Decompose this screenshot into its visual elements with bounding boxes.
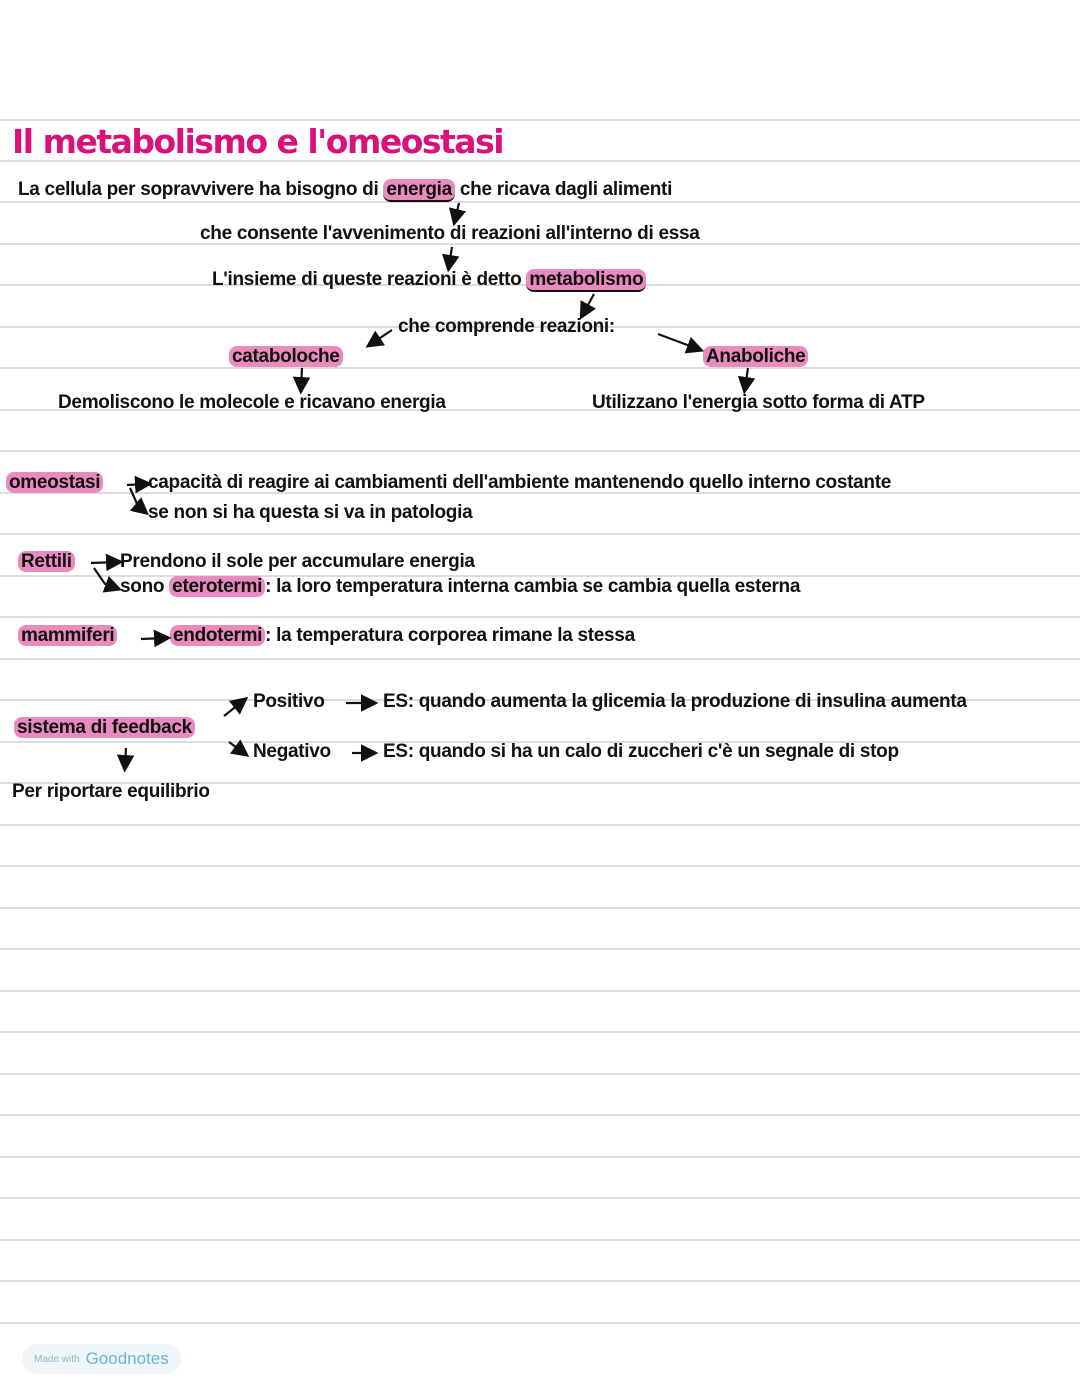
metabolism-line-4: che comprende reazioni: <box>398 316 615 337</box>
arrow-icon <box>658 334 698 349</box>
watermark-small-text: Made with <box>34 1353 80 1365</box>
arrow-icon <box>141 638 165 639</box>
highlight-eterotermi: eterotermi <box>169 576 265 597</box>
rettili-term: Rettili <box>18 550 75 574</box>
arrow-icon <box>127 484 146 485</box>
arrow-icon <box>301 368 302 388</box>
feedback-positive-example: ES: quando aumenta la glicemia la produzione di insulina aumenta <box>383 691 967 712</box>
mammiferi-line: endotermi : la temperatura corporea rimane la stessa <box>170 624 635 648</box>
arrow-icon <box>229 742 244 753</box>
arrow-icon <box>371 330 392 344</box>
rettili-line-2: sono eterotermi : la loro temperatura interna cambia se cambia quella esterna <box>120 576 801 597</box>
mammiferi-term: mammiferi <box>18 624 117 648</box>
metabolism-line-1: La cellula per sopravvivere ha bisogno di energia che ricava dagli alimenti <box>18 179 673 200</box>
feedback-negative: Negativo <box>253 741 331 762</box>
highlight-endotermi: endotermi <box>170 625 265 646</box>
omeostasi-note: se non si ha questa si va in patologia <box>148 502 473 523</box>
arrow-icon <box>449 247 452 266</box>
arrow-icon <box>583 294 594 314</box>
feedback-negative-example: ES: quando si ha un calo di zuccheri c'è un segnale di stop <box>383 741 899 762</box>
catabolic-label: cataboloche <box>229 345 343 369</box>
page-title: Il metabolismo e l'omeostasi <box>12 122 504 161</box>
feedback-positive: Positivo <box>253 691 325 712</box>
anabolic-description: Utilizzano l'energia sotto forma di ATP <box>592 392 925 413</box>
highlight-energia: energia <box>383 179 455 202</box>
catabolic-description: Demoliscono le molecole e ricavano energia <box>58 392 446 413</box>
arrow-icon <box>94 568 116 588</box>
metabolism-line-2: che consente l'avvenimento di reazioni all'interno di essa <box>200 223 700 244</box>
highlight-metabolismo: metabolismo <box>526 269 646 292</box>
rettili-line-1: Prendono il sole per accumulare energia <box>120 551 475 572</box>
feedback-purpose: Per riportare equilibrio <box>12 781 210 802</box>
arrow-icon <box>125 748 126 766</box>
omeostasi-definition: capacità di reagire ai cambiamenti dell'ambiente mantenendo quello interno costante <box>148 472 891 493</box>
arrow-icon <box>91 562 117 563</box>
omeostasi-term: omeostasi <box>6 471 103 495</box>
watermark-brand: Goodnotes <box>85 1349 169 1368</box>
arrow-icon <box>224 701 243 716</box>
arrow-icon <box>455 203 459 220</box>
metabolism-line-3: L'insieme di queste reazioni è detto metabolismo <box>212 268 646 292</box>
goodnotes-watermark <box>22 1344 181 1374</box>
feedback-term: sistema di feedback <box>14 716 195 740</box>
arrow-icon <box>745 368 748 388</box>
anabolic-label: Anaboliche <box>703 345 808 369</box>
